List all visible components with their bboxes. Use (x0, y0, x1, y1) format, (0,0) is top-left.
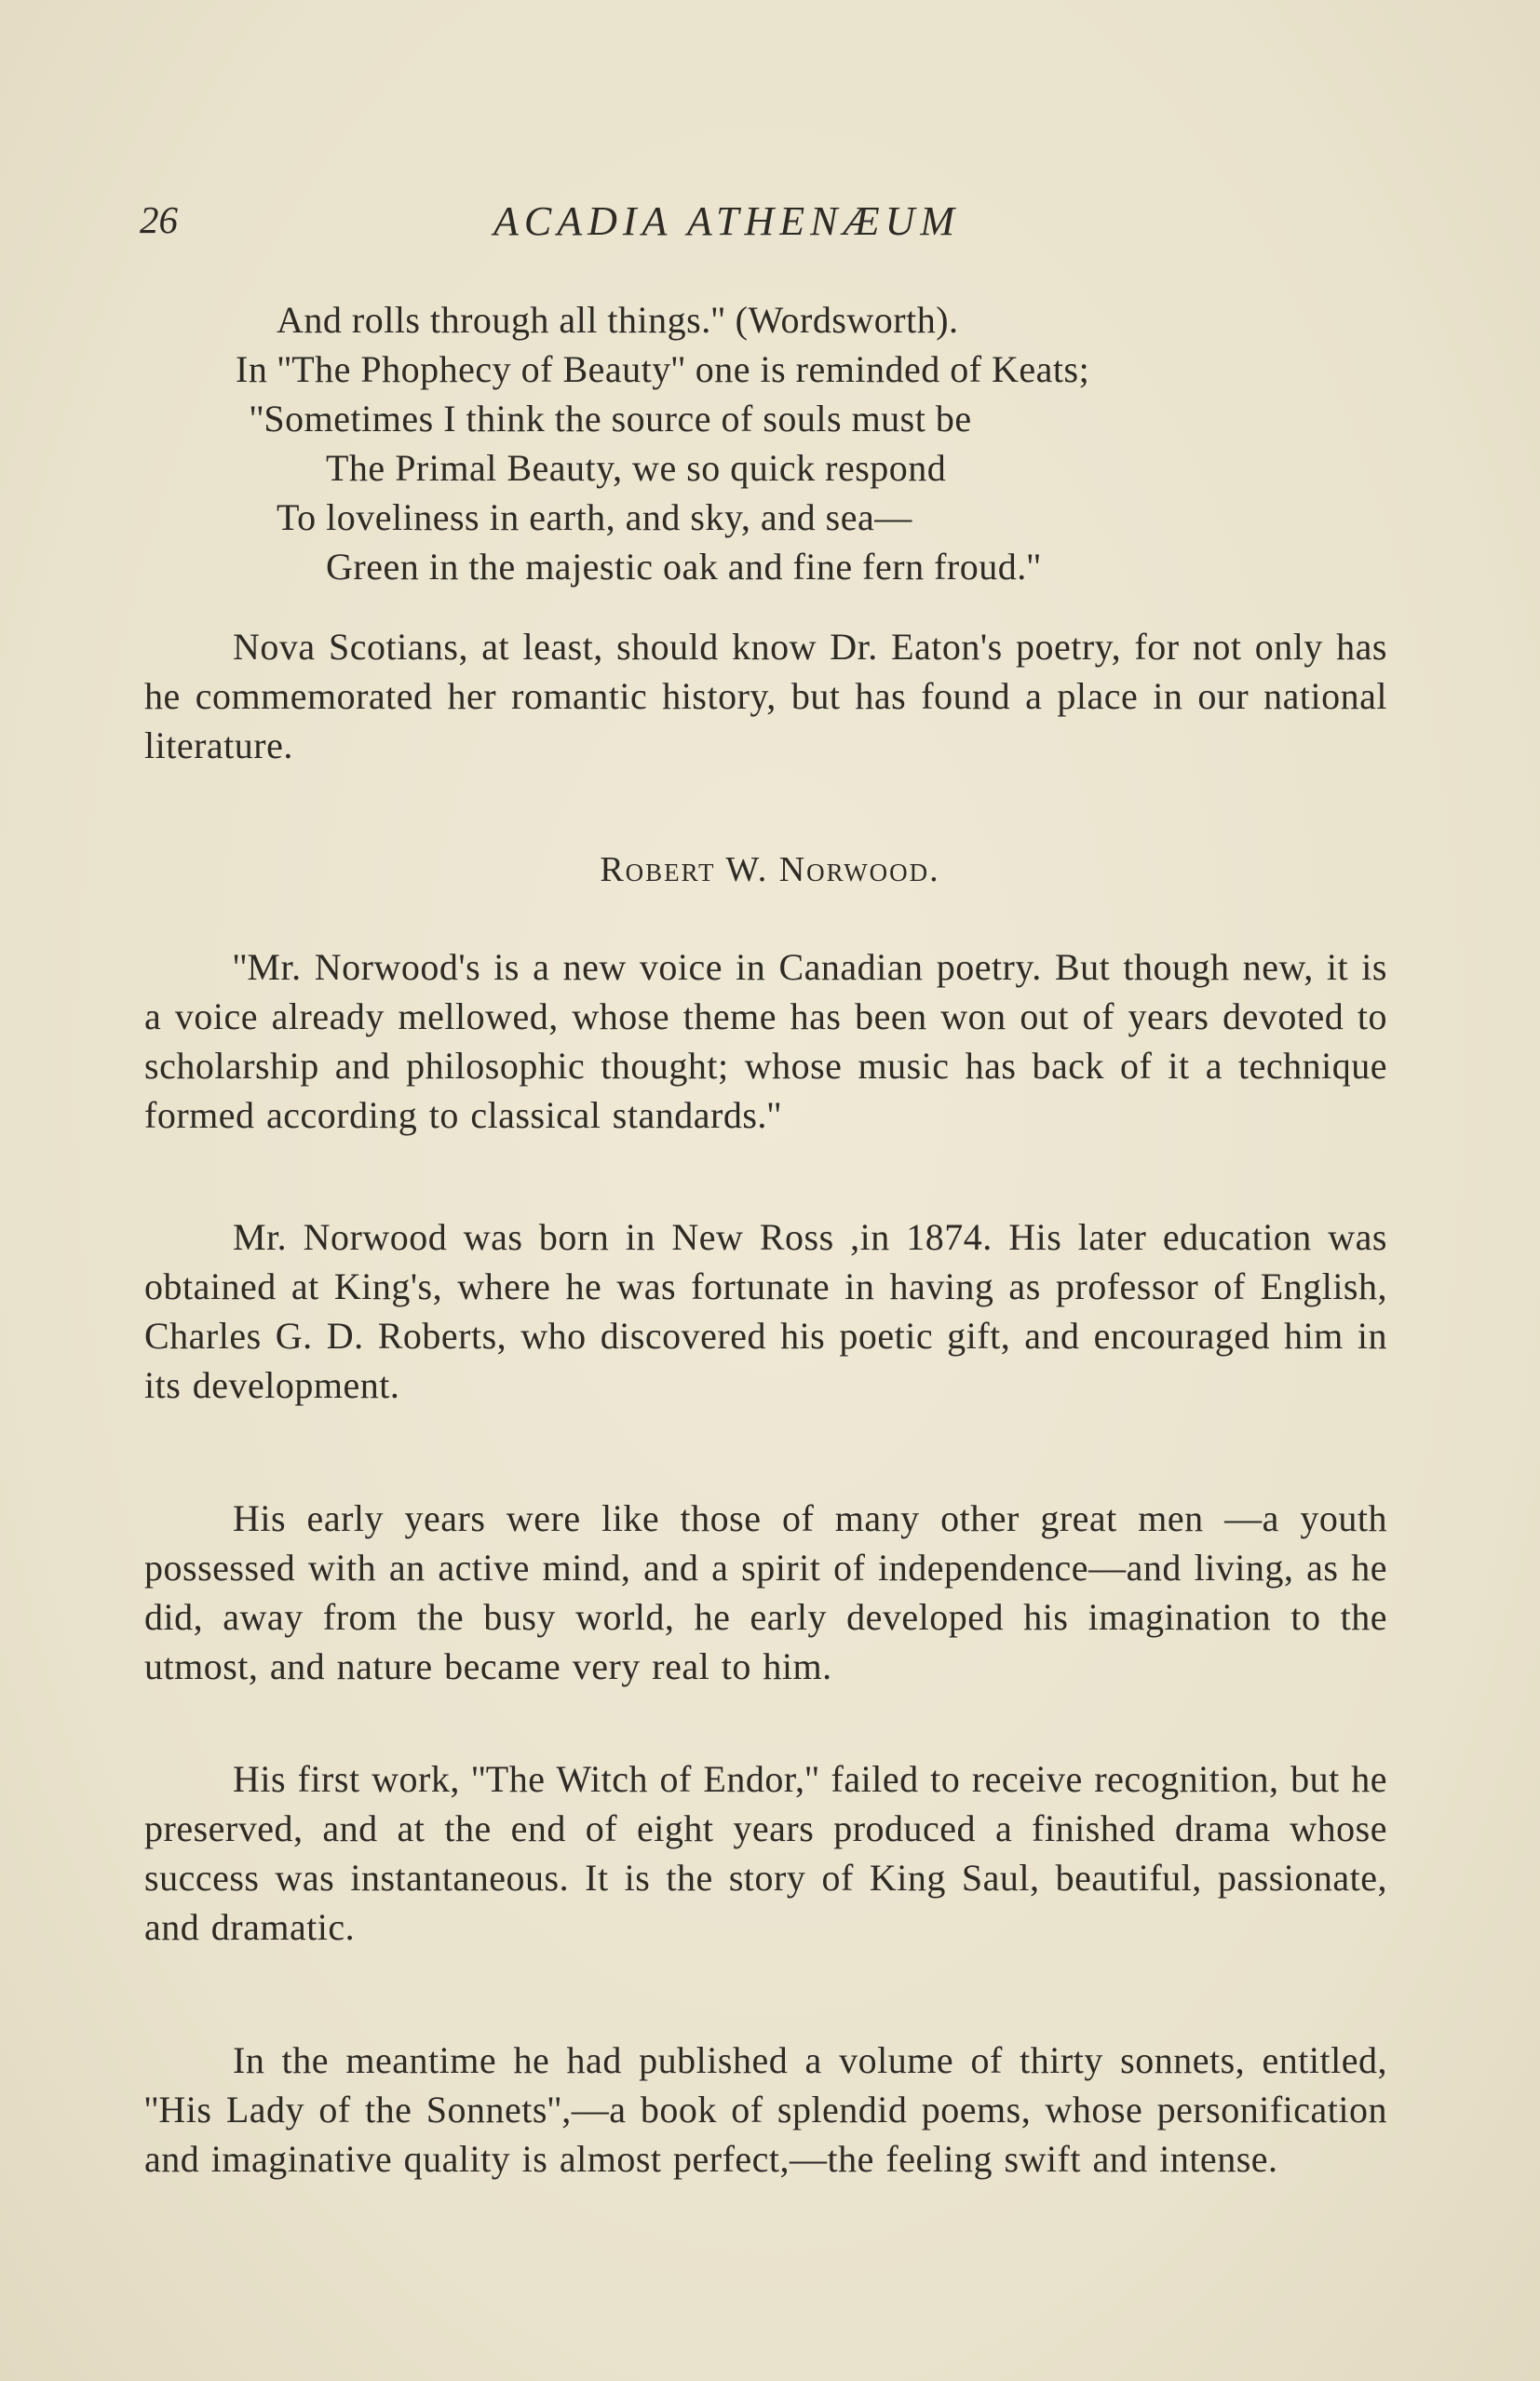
running-title: ACADIA ATHENÆUM (493, 198, 961, 244)
page-header (140, 197, 1406, 253)
paragraph-nova-scotians: Nova Scotians, at least, should know Dr. Eaton's poetry, for not only has he commemorated her romantic history, but has found a place in our national literature. (144, 626, 1387, 766)
paragraph: His first work, ''The Witch of Endor,'' failed to receive recognition, but he preserved, and at the end of eight years produced a finished drama whose success was instantaneous. It is the story of King Saul, beautiful, passionate, and dramatic. (144, 1758, 1387, 1948)
quote-line: In ''The Phophecy of Beauty'' one is reminded of Keats; (236, 348, 1090, 390)
paragraph: ''Mr. Norwood's is a new voice in Canadian poetry. But though new, it is a voice already mellowed, whose theme has been won out of years devoted to scholarship and philosophic thought; whose music has back of it a technique formed according to classical standards.'' (144, 946, 1387, 1136)
quote-line: ''Sometimes I think the source of souls must be (250, 398, 972, 440)
paragraph: In the meantime he had published a volume of thirty sonnets, entitled, ''His Lady of the Sonnets'',—a book of splendid poems, whose personification and imaginative quality is almost perfect,—the feeling swift and intense. (144, 2039, 1387, 2180)
quote-line: To loveliness in earth, and sky, and sea— (277, 496, 912, 538)
quote-line: Green in the majestic oak and fine fern froud.'' (326, 546, 1042, 588)
section-heading: Robert W. Norwood. (600, 850, 940, 889)
page-number: 26 (140, 198, 178, 241)
paragraph: His early years were like those of many other great men —a youth possessed with an active mind, and a spirit of independence—and living, as he did, away from the busy world, he early developed his imagination to the utmost, and nature became very real to him. (144, 1497, 1387, 1687)
paragraph: Mr. Norwood was born in New Ross ,in 1874. His later education was obtained at King's, where he was fortunate in having as professor of English, Charles G. D. Roberts, who discovered his poetic gift, and encouraged him in its development. (144, 1216, 1387, 1406)
quote-line: And rolls through all things.'' (Wordsworth). (277, 299, 959, 341)
quote-line: The Primal Beauty, we so quick respond (326, 447, 947, 489)
